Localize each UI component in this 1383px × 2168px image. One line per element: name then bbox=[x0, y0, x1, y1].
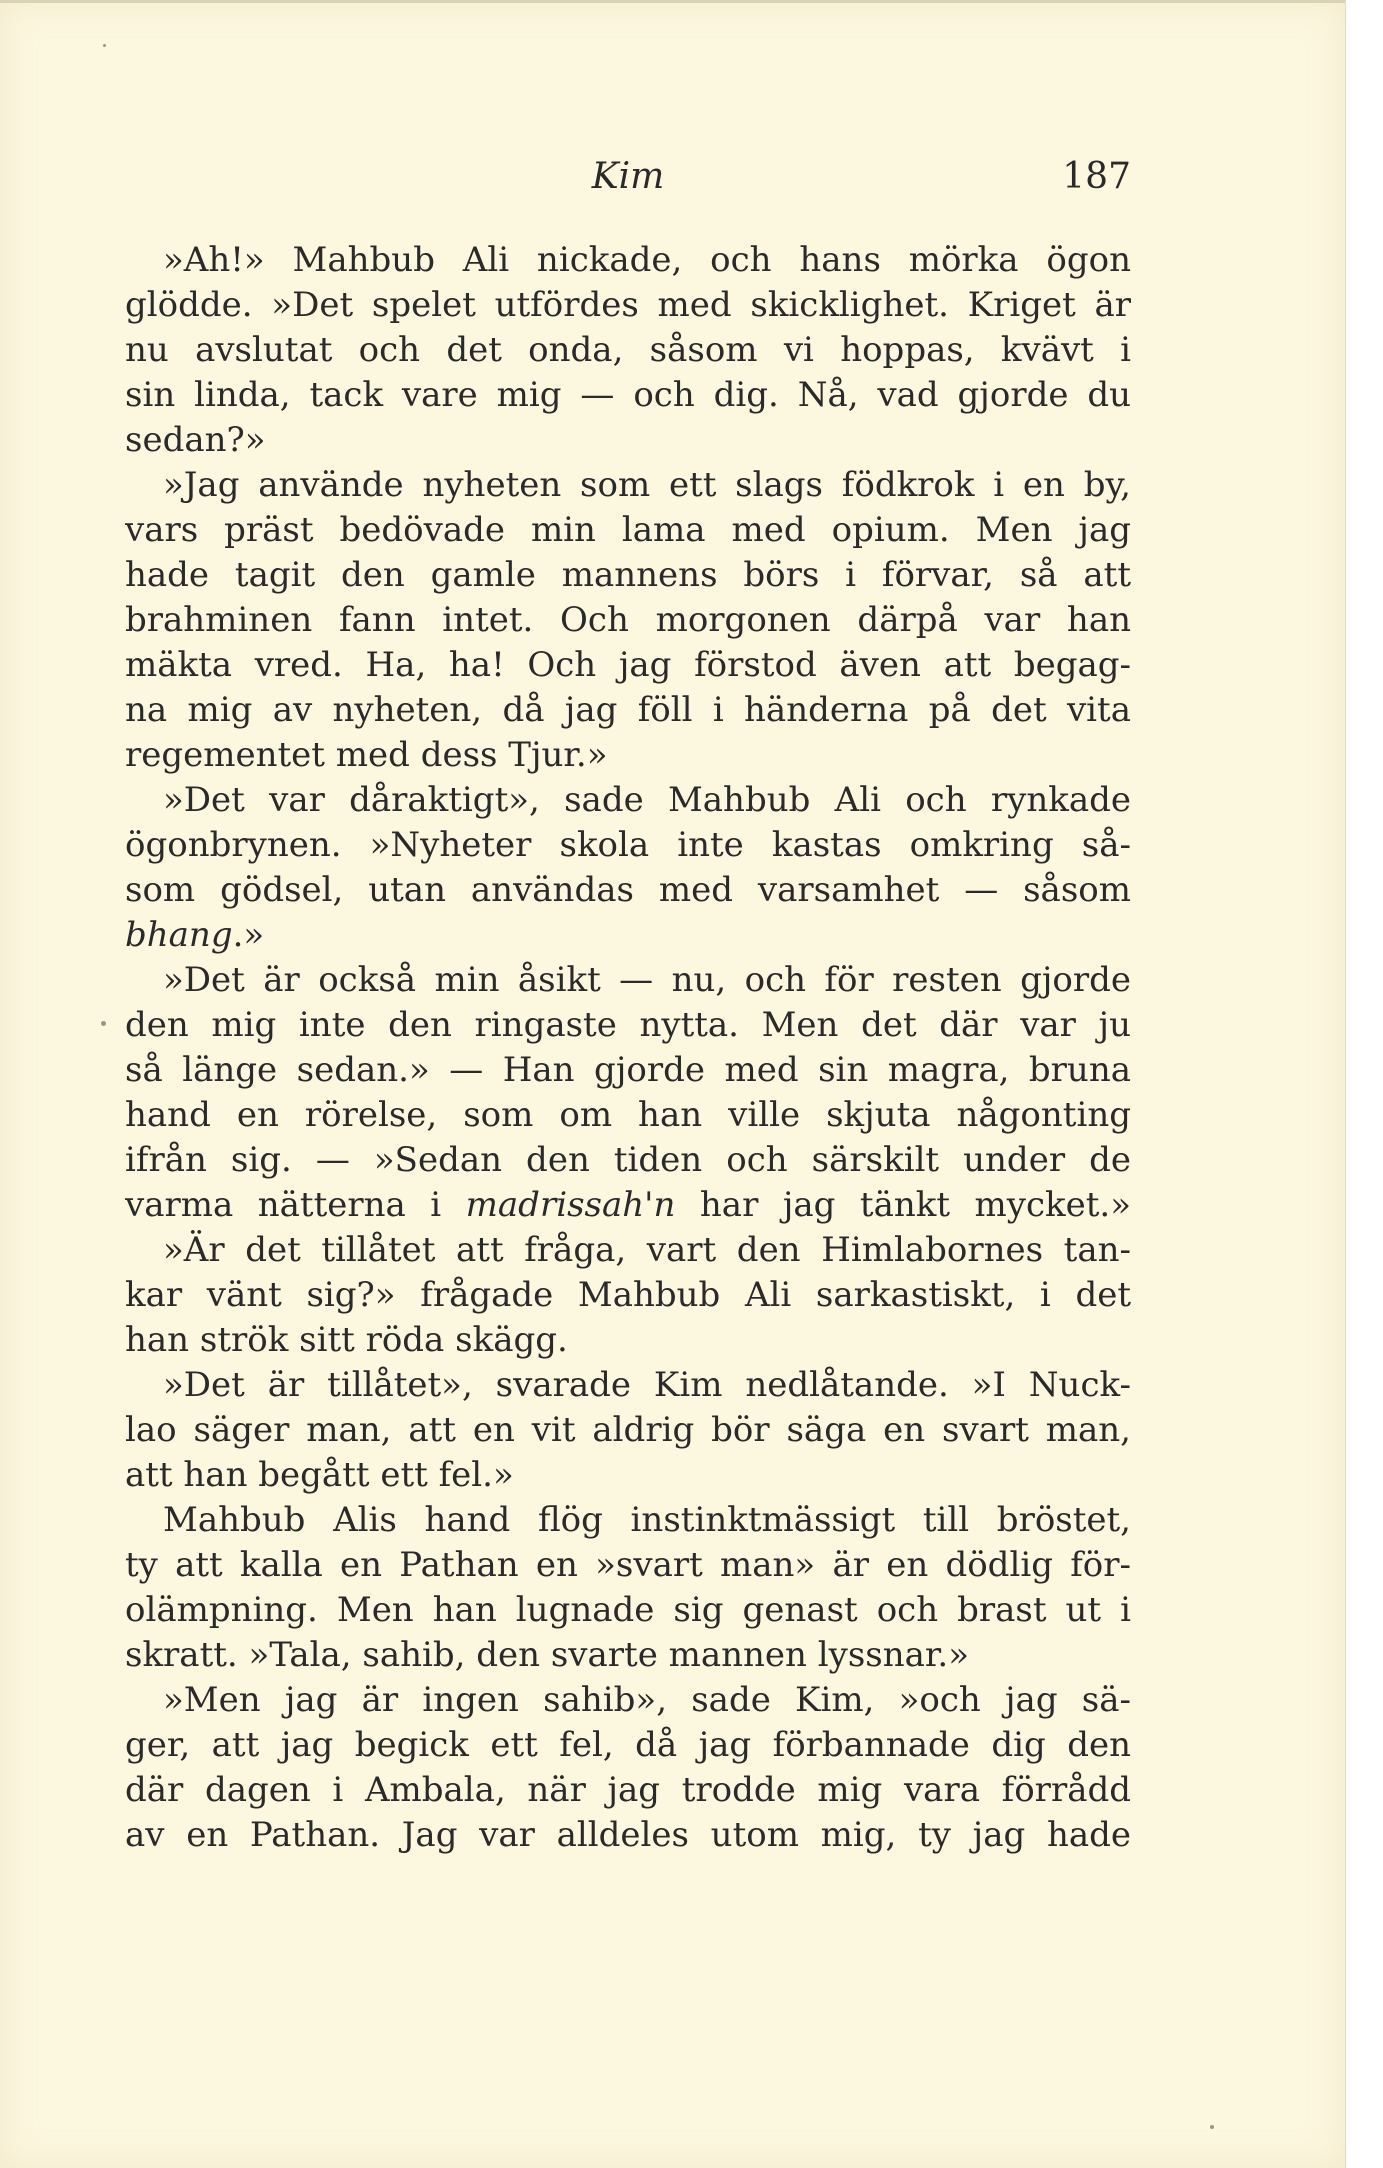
text-line: »Men jag är ingen sahib», sade Kim, »och jag sä- bbox=[163, 1680, 1131, 1720]
text-line: hand en rörelse, som om han ville skjuta någonting bbox=[125, 1095, 1131, 1135]
italic-word: madrissah'n bbox=[465, 1185, 676, 1225]
text-line: som gödsel, utan användas med varsamhet — såsom bbox=[125, 870, 1131, 910]
text-line: sedan?» bbox=[125, 420, 266, 460]
text-line: nu avslutat och det onda, såsom vi hoppas, kvävt i bbox=[125, 330, 1131, 370]
text-line: ifrån sig. — »Sedan den tiden och särskilt under de bbox=[125, 1140, 1131, 1180]
scan-speck bbox=[101, 1021, 106, 1026]
text-line: varma nätterna i madrissah'n har jag tänkt mycket.» bbox=[125, 1185, 1131, 1225]
text-line: »Det är tillåtet», svarade Kim nedlåtande. »I Nuck- bbox=[163, 1365, 1131, 1405]
text-line: skratt. »Tala, sahib, den svarte mannen lyssnar.» bbox=[125, 1635, 970, 1675]
text-line: bhang.» bbox=[125, 915, 265, 955]
body-text bbox=[125, 238, 1131, 1858]
text-line: vars präst bedövade min lama med opium. Men jag bbox=[125, 510, 1131, 550]
text-line: na mig av nyheten, då jag föll i händerna på det vita bbox=[125, 690, 1131, 730]
page-number: 187 bbox=[1062, 156, 1131, 197]
text-line: olämpning. Men han lugnade sig genast och brast ut i bbox=[125, 1590, 1131, 1630]
text-line: »Jag använde nyheten som ett slags födkrok i en by, bbox=[163, 465, 1131, 505]
text-line: där dagen i Ambala, när jag trodde mig vara förrådd bbox=[125, 1770, 1131, 1810]
text-line: »Ah!» Mahbub Ali nickade, och hans mörka ögon bbox=[163, 240, 1131, 280]
text-line: Mahbub Alis hand flög instinktmässigt till bröstet, bbox=[163, 1500, 1131, 1540]
text-line: ögonbrynen. »Nyheter skola inte kastas omkring så- bbox=[125, 825, 1131, 865]
text-line: glödde. »Det spelet utfördes med skicklighet. Kriget är bbox=[125, 285, 1131, 325]
text-line: så länge sedan.» — Han gjorde med sin magra, bruna bbox=[125, 1050, 1131, 1090]
text-line: att han begått ett fel.» bbox=[125, 1455, 514, 1495]
text-line: »Det är också min åsikt — nu, och för resten gjorde bbox=[163, 960, 1131, 1000]
page-header bbox=[125, 156, 1131, 206]
text-line: kar vänt sig?» frågade Mahbub Ali sarkastiskt, i det bbox=[125, 1275, 1131, 1315]
page-top-edge bbox=[0, 0, 1345, 3]
text-line: ty att kalla en Pathan en »svart man» är en dödlig för- bbox=[125, 1545, 1131, 1585]
text-line: lao säger man, att en vit aldrig bör säga en svart man, bbox=[125, 1410, 1131, 1450]
text-line: ger, att jag begick ett fel, då jag förbannade dig den bbox=[125, 1725, 1131, 1765]
text-line: han strök sitt röda skägg. bbox=[125, 1320, 568, 1360]
scan-speck bbox=[1210, 2125, 1214, 2129]
text-line: brahminen fann intet. Och morgonen därpå var han bbox=[125, 600, 1131, 640]
text-line: mäkta vred. Ha, ha! Och jag förstod även att begag- bbox=[125, 645, 1131, 685]
text-line: »Är det tillåtet att fråga, vart den Himlabornes tan- bbox=[163, 1230, 1131, 1270]
text-line: regementet med dess Tjur.» bbox=[125, 735, 608, 775]
text-line: den mig inte den ringaste nytta. Men det där var ju bbox=[125, 1005, 1131, 1045]
text-line: av en Pathan. Jag var alldeles utom mig, ty jag hade bbox=[125, 1815, 1131, 1855]
running-title: Kim bbox=[591, 156, 665, 197]
italic-word: bhang bbox=[125, 915, 233, 955]
scan-speck bbox=[103, 44, 106, 47]
text-line: »Det var dåraktigt», sade Mahbub Ali och rynkade bbox=[163, 780, 1131, 820]
text-line: sin linda, tack vare mig — och dig. Nå, vad gjorde du bbox=[125, 375, 1131, 415]
text-line: hade tagit den gamle mannens börs i förvar, så att bbox=[125, 555, 1131, 595]
